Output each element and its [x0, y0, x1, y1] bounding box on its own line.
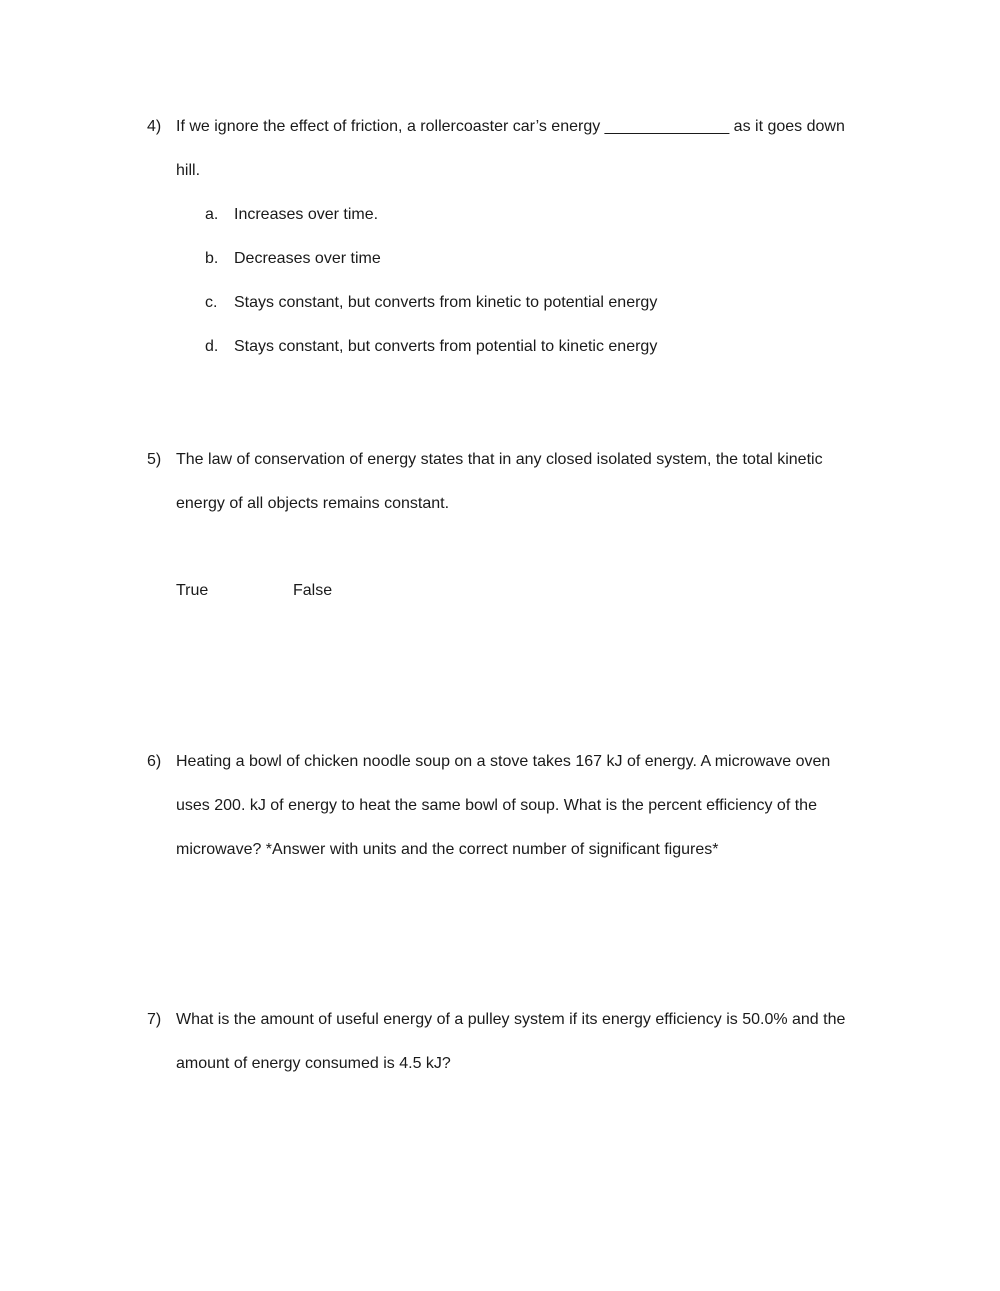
false-choice[interactable]: False: [293, 582, 333, 599]
option-letter: b.: [205, 250, 219, 267]
option-letter: a.: [205, 206, 219, 223]
option-letter: d.: [205, 338, 219, 355]
option-text: Increases over time.: [234, 206, 379, 223]
question-text-line: microwave? *Answer with units and the correct number of significant figures*: [176, 841, 719, 858]
question-number: 4): [147, 118, 162, 135]
question-text-line: The law of conservation of energy states that in any closed isolated system, the total kinetic: [176, 451, 823, 468]
question-number: 5): [147, 451, 162, 468]
option-letter: c.: [205, 294, 218, 311]
answer-option-c[interactable]: [205, 294, 657, 312]
question-number: 7): [147, 1011, 162, 1028]
question-text-line: energy of all objects remains constant.: [176, 495, 450, 512]
option-text: Decreases over time: [234, 250, 381, 267]
option-text: Stays constant, but converts from kinetic to potential energy: [234, 294, 658, 311]
question-text-line: uses 200. kJ of energy to heat the same bowl of soup. What is the percent efficiency of the: [176, 797, 817, 814]
question-text-line: amount of energy consumed is 4.5 kJ?: [176, 1055, 451, 1072]
question-number: 6): [147, 753, 162, 770]
question-text-line: What is the amount of useful energy of a pulley system if its energy efficiency is 50.0% and the: [176, 1011, 846, 1028]
question-text-line: Heating a bowl of chicken noodle soup on a stove takes 167 kJ of energy. A microwave oven: [176, 753, 831, 770]
true-choice[interactable]: True: [176, 582, 209, 599]
answer-option-d[interactable]: [205, 338, 657, 356]
answer-option-b[interactable]: [205, 250, 381, 268]
option-text: Stays constant, but converts from potential to kinetic energy: [234, 338, 658, 355]
question-text-line: If we ignore the effect of friction, a rollercoaster car’s energy ______________ as it goes down: [176, 118, 845, 135]
answer-option-a[interactable]: [205, 206, 378, 224]
question-text-line: hill.: [176, 162, 201, 179]
